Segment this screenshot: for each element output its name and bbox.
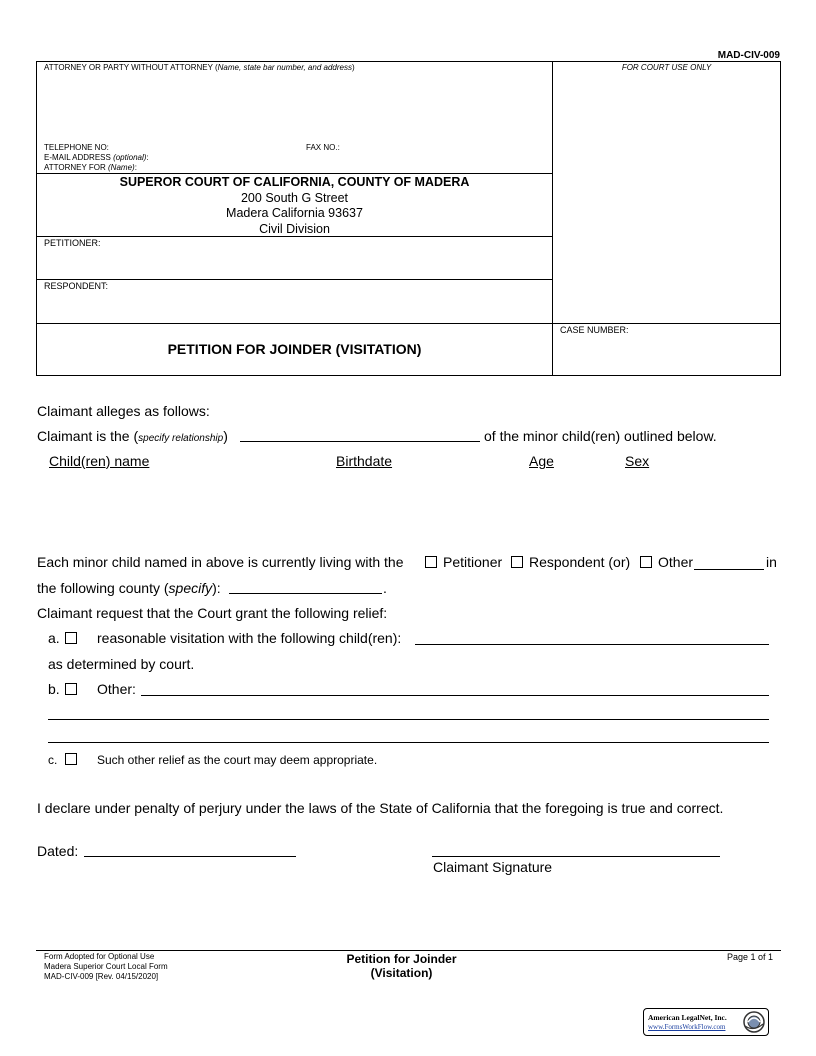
signature-line[interactable] bbox=[432, 856, 720, 857]
attorney-label bbox=[44, 63, 355, 72]
globe-icon bbox=[742, 1010, 766, 1034]
living-prefix: Each minor child named in above is currently living with the bbox=[37, 554, 404, 570]
other-blank[interactable] bbox=[694, 569, 764, 570]
form-id: MAD-CIV-009 bbox=[717, 50, 780, 61]
court-address1: 200 South G Street bbox=[240, 190, 348, 205]
footer-left bbox=[44, 952, 168, 982]
opt-other: Other bbox=[658, 554, 694, 570]
item-b-letter: b. bbox=[48, 681, 60, 697]
case-number-label: CASE NUMBER: bbox=[560, 325, 629, 335]
other-checkbox[interactable] bbox=[640, 556, 652, 568]
petitioner-label: PETITIONER: bbox=[44, 238, 101, 248]
col-sex: Sex bbox=[625, 453, 650, 469]
form-title: PETITION FOR JOINDER (VISITATION) bbox=[167, 341, 422, 357]
petitioner-checkbox[interactable] bbox=[425, 556, 437, 568]
opt-petitioner: Petitioner bbox=[443, 554, 503, 570]
col-age: Age bbox=[529, 453, 554, 469]
email-optional: (optional) bbox=[113, 153, 147, 162]
email-label-text: E-MAIL ADDRESS bbox=[44, 153, 114, 162]
relationship-blank[interactable] bbox=[240, 441, 480, 442]
court-use-label: FOR COURT USE ONLY bbox=[621, 63, 712, 72]
item-c-text: Such other relief as the court may deem appropriate. bbox=[97, 753, 378, 767]
respondent-checkbox[interactable] bbox=[511, 556, 523, 568]
alleges-text: Claimant alleges as follows: bbox=[37, 403, 210, 419]
county-italic: specify bbox=[168, 580, 213, 596]
court-use-box bbox=[552, 61, 781, 324]
attorney-for-text: ATTORNEY FOR bbox=[44, 163, 109, 172]
attorney-label-italic: Name, state bar number, and address bbox=[217, 63, 352, 72]
email-colon: : bbox=[146, 153, 149, 162]
footer-left2: Madera Superior Court Local Form bbox=[44, 962, 168, 971]
telephone-label: TELEPHONE NO: bbox=[44, 143, 109, 152]
signature-label: Claimant Signature bbox=[433, 859, 553, 875]
item-b-blank-3[interactable] bbox=[48, 742, 769, 743]
attorney-for-italic: (Name) bbox=[108, 163, 135, 172]
col-birthdate: Birthdate bbox=[336, 453, 393, 469]
court-address2: Madera California 93637 bbox=[226, 206, 363, 220]
respondent-label: RESPONDENT: bbox=[44, 281, 109, 291]
dated-label: Dated: bbox=[37, 843, 79, 859]
logo-line2: www.FormsWorkFlow.com bbox=[648, 1023, 726, 1031]
relationship-italic: specify relationship bbox=[138, 433, 224, 444]
relationship-close: ) bbox=[223, 428, 228, 444]
attorney-label-text: ATTORNEY OR PARTY WITHOUT ATTORNEY ( bbox=[44, 63, 218, 72]
item-c-letter: c. bbox=[48, 753, 58, 767]
item-b-text: Other: bbox=[97, 681, 136, 697]
attorney-for-label bbox=[44, 163, 137, 172]
item-b-blank-1[interactable] bbox=[141, 695, 769, 696]
logo-line1: American LegalNet, Inc. bbox=[648, 1013, 727, 1022]
county-suffix: ): bbox=[212, 580, 221, 596]
declaration-text: I declare under penalty of perjury under the laws of the State of California that the foregoing is true and correct. bbox=[37, 800, 724, 816]
item-a-letter: a. bbox=[48, 630, 60, 646]
county-line bbox=[37, 580, 221, 596]
court-division: Civil Division bbox=[259, 221, 330, 236]
item-a-blank[interactable] bbox=[415, 644, 769, 645]
county-prefix: the following county ( bbox=[37, 580, 169, 596]
footer-center1: Petition for Joinder bbox=[346, 952, 457, 966]
footer-left1: Form Adopted for Optional Use bbox=[44, 952, 155, 961]
county-blank[interactable] bbox=[229, 593, 382, 594]
relationship-line bbox=[37, 428, 228, 444]
item-c-checkbox[interactable] bbox=[65, 753, 77, 765]
respondent-box bbox=[36, 279, 553, 324]
court-name: SUPEROR COURT OF CALIFORNIA, COUNTY OF MADERA bbox=[119, 175, 470, 189]
petitioner-box bbox=[36, 236, 553, 280]
fax-label: FAX NO.: bbox=[306, 143, 340, 152]
email-label bbox=[44, 153, 149, 162]
opt-respondent: Respondent (or) bbox=[529, 554, 631, 570]
dated-blank[interactable] bbox=[84, 856, 296, 857]
item-a-cont: as determined by court. bbox=[48, 656, 195, 672]
legalnet-logo[interactable] bbox=[643, 1008, 769, 1036]
county-period: . bbox=[383, 580, 387, 596]
page-number: Page 1 of 1 bbox=[726, 952, 773, 962]
col-child-name: Child(ren) name bbox=[49, 453, 150, 469]
living-in: in bbox=[766, 554, 777, 570]
footer-rule bbox=[36, 950, 781, 951]
attorney-label-end: ) bbox=[351, 63, 355, 72]
attorney-for-colon: : bbox=[134, 163, 137, 172]
request-text: Claimant request that the Court grant the following relief: bbox=[37, 605, 388, 621]
item-b-blank-2[interactable] bbox=[48, 719, 769, 720]
item-a-checkbox[interactable] bbox=[65, 632, 77, 644]
footer-center2: (Visitation) bbox=[370, 966, 433, 980]
relationship-prefix: Claimant is the ( bbox=[37, 428, 139, 444]
court-info bbox=[36, 175, 553, 237]
item-a-text: reasonable visitation with the following child(ren): bbox=[97, 630, 402, 646]
relationship-suffix: of the minor child(ren) outlined below. bbox=[484, 428, 717, 444]
footer-left3: MAD-CIV-009 [Rev. 04/15/2020] bbox=[44, 972, 159, 981]
footer-center bbox=[300, 952, 503, 980]
item-b-checkbox[interactable] bbox=[65, 683, 77, 695]
